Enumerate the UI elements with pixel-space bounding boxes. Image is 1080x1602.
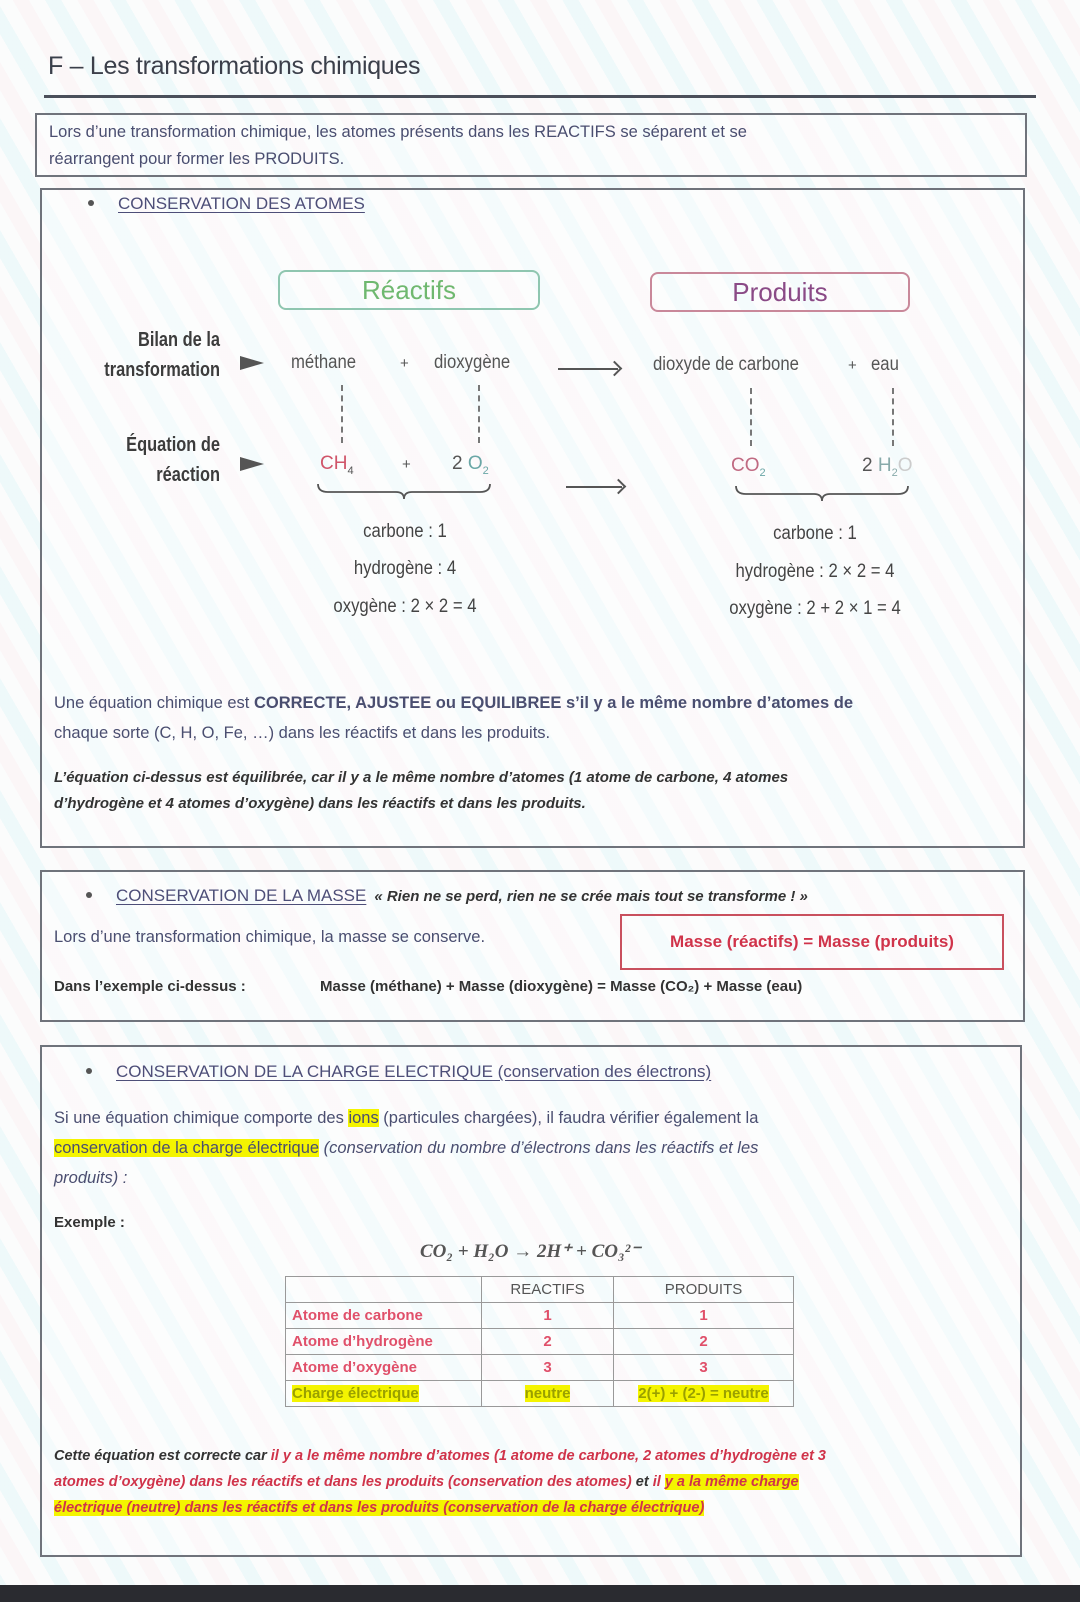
charge-conclusion (54, 1443, 1014, 1521)
plus-sign: + (400, 355, 409, 372)
table-header-cell (286, 1277, 482, 1303)
product-carbon-count: carbone : 1 (773, 523, 857, 544)
charge-reactants-value: neutre (524, 1385, 571, 1402)
bilan-row-label (72, 325, 220, 385)
bilan-co2: dioxyde de carbone (653, 354, 799, 375)
equation-label-line1: Équation de (126, 434, 220, 456)
equation-arrow-icon (566, 486, 622, 488)
bilan-label-line2: transformation (104, 359, 220, 381)
formula-2h2o (862, 455, 913, 479)
bullet-icon (86, 892, 92, 898)
products-label: Produits (732, 277, 828, 307)
charge-products-value: 2(+) + (2-) = neutre (638, 1385, 769, 1402)
balanced-note (54, 765, 1014, 817)
link-water (892, 388, 894, 446)
table-row (286, 1381, 794, 1407)
reactants-label: Réactifs (362, 275, 456, 305)
bilan-methane: méthane (291, 352, 357, 373)
table-cell (482, 1381, 614, 1407)
mass-heading: CONSERVATION DE LA MASSE (116, 886, 367, 905)
rule-keywords: CORRECTE, AJUSTEE ou EQUILIBREE (253, 694, 562, 712)
title-rule (44, 95, 1036, 98)
h2o-coef: 2 (862, 455, 873, 476)
plus-sign: + (848, 357, 857, 374)
charge-table (285, 1276, 794, 1407)
h2o-o: O (897, 455, 913, 476)
bilan-water: eau (871, 354, 899, 375)
table-row (286, 1303, 794, 1329)
co2-symbol: CO (731, 455, 760, 476)
table-cell: 1 (614, 1303, 794, 1329)
charge-heading-row (86, 1062, 711, 1082)
h2o-h: H (877, 455, 892, 476)
charge-equation: CO₂ + H₂O → 2H⁺ + CO₃²⁻ (420, 1241, 641, 1262)
bilan-dioxygen: dioxygène (434, 352, 511, 373)
charge-text-b: (particules chargées), il faudra vérifier également la (378, 1109, 759, 1127)
note-line2: d’hydrogène et 4 atomes d’oxygène) dans les réactifs et dans les produits. (54, 795, 586, 812)
charge-conservation-highlight: conservation de la charge électrique (54, 1139, 320, 1157)
charge-intro-line2 (54, 1133, 1014, 1163)
intro-box (35, 113, 1027, 177)
charge-text-d: produits) : (54, 1169, 128, 1187)
product-hydrogen-count: hydrogène : 2 × 2 = 4 (735, 561, 895, 582)
equation-pointer-icon (240, 457, 264, 471)
bilan-arrow-icon (558, 368, 618, 370)
products-box (650, 272, 910, 312)
table-cell: Atome d’hydrogène (286, 1329, 482, 1355)
reactant-carbon-count: carbone : 1 (363, 521, 447, 542)
table-row (286, 1355, 794, 1381)
products-brace-icon (734, 484, 910, 502)
note-line1: L’équation ci-dessus est équilibrée, car il y a le même nombre d’atomes (1 atome de carbone, 4 atomes (54, 769, 789, 786)
table-cell: 2 (614, 1329, 794, 1355)
formula-ch4 (320, 453, 354, 477)
table-row (286, 1329, 794, 1355)
reactants-box (278, 270, 540, 310)
mass-example-label: Dans l’exemple ci-dessus : (54, 978, 246, 995)
table-cell (614, 1381, 794, 1407)
h2o-sub: 2 (891, 466, 898, 479)
mass-formula: Masse (réactifs) = Masse (produits) (670, 932, 954, 951)
bilan-pointer-icon (240, 356, 264, 370)
reactants-brace-icon (316, 482, 492, 500)
reactant-hydrogen-count: hydrogène : 4 (353, 558, 457, 579)
conclusion-d: et (631, 1474, 653, 1490)
charge-intro-line1 (54, 1103, 1014, 1133)
plus-sign: + (402, 456, 411, 473)
charge-example-label: Exemple : (54, 1214, 125, 1231)
page-title: F – Les transformations chimiques (48, 52, 421, 80)
equation-label-line2: réaction (156, 464, 220, 486)
ions-highlight: ions (348, 1109, 379, 1127)
equation-row-label (72, 430, 220, 490)
conclusion-f: y a la même charge (664, 1474, 799, 1490)
conclusion-c: atomes d’oxygène) dans les réactifs et dans les produits (conservation des atomes) (54, 1474, 632, 1490)
o2-symbol: O (467, 453, 483, 474)
co2-sub: 2 (759, 466, 766, 479)
product-oxygen-count: oxygène : 2 + 2 × 1 = 4 (729, 598, 901, 619)
mass-formula-box (620, 914, 1004, 970)
charge-text-c: (conservation du nombre d’électrons dans les réactifs et les (319, 1139, 759, 1157)
table-header-cell: PRODUITS (614, 1277, 794, 1303)
bullet-icon (86, 1068, 92, 1074)
bilan-label-line1: Bilan de la (137, 329, 220, 351)
charge-heading: CONSERVATION DE LA CHARGE ELECTRIQUE (conservation des électrons) (116, 1062, 712, 1081)
table-cell: 2 (482, 1329, 614, 1355)
bottom-edge (0, 1585, 1080, 1602)
link-methane (341, 385, 343, 443)
conclusion-b: il y a le même nombre d’atomes (1 atome de carbone, 2 atomes d’hydrogène et 3 (270, 1448, 826, 1464)
balanced-rule-line1 (54, 688, 1014, 718)
table-cell: 3 (482, 1355, 614, 1381)
intro-line-1: Lors d’une transformation chimique, les atomes présents dans les REACTIFS se séparent et se (49, 123, 747, 141)
conclusion-g: électrique (neutre) dans les réactifs et dans les produits (conservation de la charge électrique) (54, 1500, 705, 1516)
link-dioxygen (478, 385, 480, 443)
mass-heading-row (86, 886, 808, 906)
balanced-rule-line2: chaque sorte (C, H, O, Fe, …) dans les réactifs et dans les produits. (54, 724, 551, 742)
table-cell: 1 (482, 1303, 614, 1329)
charge-intro (54, 1103, 1014, 1193)
reactant-oxygen-count: oxygène : 2 × 2 = 4 (333, 596, 477, 617)
atoms-heading: CONSERVATION DES ATOMES (118, 194, 365, 213)
table-cell (286, 1381, 482, 1407)
ch4-sub: 4 (347, 464, 354, 477)
conclusion-a: Cette équation est correcte car (54, 1448, 271, 1464)
table-cell: Atome de carbone (286, 1303, 482, 1329)
formula-2o2 (452, 453, 489, 477)
mass-quote: « Rien ne se perd, rien ne se crée mais tout se transforme ! » (374, 888, 808, 905)
mass-statement: Lors d’une transformation chimique, la masse se conserve. (54, 928, 486, 946)
link-co2 (750, 388, 752, 446)
rule-text-c: s’il y a le même nombre d’atomes de (561, 694, 854, 712)
o2-sub: 2 (482, 464, 489, 477)
conclusion-e: il (652, 1474, 665, 1490)
intro-line-2: réarrangent pour former les PRODUITS. (49, 150, 345, 168)
table-header-cell: REACTIFS (482, 1277, 614, 1303)
ch4-symbol: CH (320, 453, 348, 474)
mass-example: Masse (méthane) + Masse (dioxygène) = Masse (CO₂) + Masse (eau) (320, 978, 803, 995)
rule-text-a: Une équation chimique est (54, 694, 254, 712)
table-header-row (286, 1277, 794, 1303)
table-cell: Atome d’oxygène (286, 1355, 482, 1381)
charge-text-a: Si une équation chimique comporte des (54, 1109, 349, 1127)
bullet-icon (88, 200, 94, 206)
charge-row-label: Charge électrique (292, 1385, 419, 1402)
charge-intro-line3 (54, 1163, 1014, 1193)
balanced-rule (54, 688, 1014, 748)
atoms-heading-row (88, 194, 365, 214)
formula-co2 (731, 455, 766, 479)
o2-coef: 2 (452, 453, 463, 474)
table-cell: 3 (614, 1355, 794, 1381)
